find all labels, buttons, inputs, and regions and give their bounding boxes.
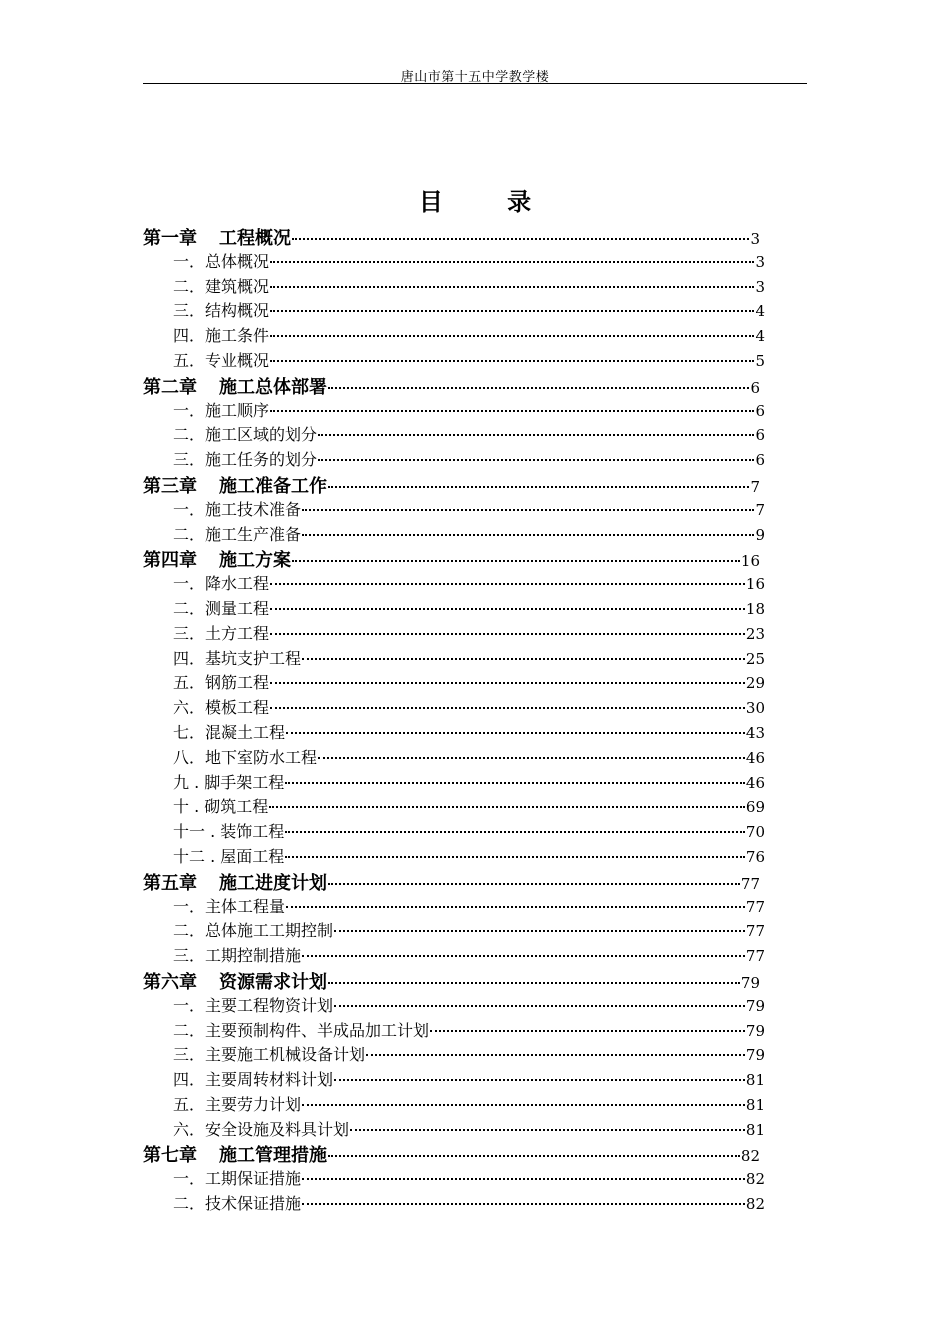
dot-leader [270, 706, 745, 709]
dot-leader [318, 458, 754, 461]
dot-leader [302, 533, 754, 536]
chapter-number: 第一章 [143, 228, 197, 249]
section-label: 九 . 脚手架工程 [173, 772, 285, 792]
page-number: 43 [745, 723, 765, 742]
page-number: 79 [745, 996, 765, 1015]
page-number: 3 [755, 277, 765, 296]
dot-leader [328, 981, 740, 984]
toc-section-entry[interactable] [143, 670, 769, 695]
page-number: 77 [745, 922, 765, 941]
chapter-title: 施工总体部署 [219, 376, 327, 398]
chapter-title: 施工管理措施 [219, 1145, 327, 1167]
dot-leader [270, 260, 754, 263]
page-number: 3 [750, 230, 760, 248]
page-number: 77 [745, 897, 765, 916]
section-label: 十二 . 屋面工程 [173, 846, 285, 866]
toc-section-entry[interactable] [143, 422, 769, 447]
chapter-label [143, 1141, 327, 1167]
dot-leader [269, 805, 745, 808]
section-label: 十 . 砌筑工程 [173, 797, 269, 817]
toc-section-entry[interactable] [143, 695, 769, 720]
chapter-label [143, 869, 327, 895]
chapter-number: 第二章 [143, 376, 197, 398]
toc-chapter-entry[interactable] [143, 869, 769, 894]
toc-section-entry[interactable] [143, 918, 769, 943]
dot-leader [270, 582, 745, 585]
dot-leader [270, 681, 745, 684]
toc-section-entry[interactable] [143, 571, 769, 596]
section-label: 三．工期控制措施 [173, 946, 302, 966]
page-number: 77 [745, 947, 765, 966]
page-number: 46 [745, 748, 765, 767]
section-label: 五．主要劳力计划 [173, 1094, 302, 1114]
page-number: 4 [755, 302, 765, 321]
dot-leader [328, 1154, 740, 1157]
dot-leader [270, 334, 754, 337]
toc-section-entry[interactable] [143, 249, 769, 274]
section-label: 一．降水工程 [173, 574, 270, 594]
chapter-number: 第三章 [143, 475, 197, 497]
section-label: 一．施工技术准备 [173, 499, 302, 519]
dot-leader [302, 508, 754, 511]
section-label: 一．主要工程物资计划 [173, 995, 334, 1015]
toc-section-entry[interactable] [143, 1092, 769, 1117]
dot-leader [285, 855, 745, 858]
dot-leader [334, 929, 745, 932]
dot-leader [286, 905, 745, 908]
page-number: 3 [755, 252, 765, 271]
toc-section-entry[interactable] [143, 720, 769, 745]
page-number: 79 [745, 1021, 765, 1040]
page-number: 25 [745, 649, 765, 668]
toc-section-entry[interactable] [143, 894, 769, 919]
page-number: 77 [740, 874, 760, 893]
page-number: 82 [745, 1170, 765, 1189]
toc-section-entry[interactable] [143, 993, 769, 1018]
toc-section-entry[interactable] [143, 447, 769, 472]
section-label: 三．主要施工机械设备计划 [173, 1045, 366, 1065]
table-of-contents [143, 224, 769, 1216]
toc-section-entry[interactable] [143, 398, 769, 423]
page-number: 82 [740, 1147, 760, 1166]
chapter-label [143, 968, 327, 994]
page-number: 16 [745, 575, 765, 594]
chapter-title: 工程概况 [219, 228, 291, 249]
page-number: 79 [745, 1046, 765, 1065]
page-number: 6 [750, 378, 760, 397]
chapter-title: 施工方案 [219, 550, 291, 572]
page-number: 79 [740, 973, 760, 992]
toc-section-entry[interactable] [143, 348, 769, 373]
dot-leader [334, 1004, 745, 1007]
section-label: 十一 . 装饰工程 [173, 822, 285, 842]
toc-chapter-entry[interactable] [143, 1141, 769, 1166]
dot-leader [318, 433, 754, 436]
dot-leader [285, 781, 745, 784]
section-label: 八．地下室防水工程 [173, 747, 318, 767]
dot-leader [270, 632, 745, 635]
chapter-title: 施工准备工作 [219, 475, 327, 497]
chapter-label [143, 472, 327, 498]
dot-leader [302, 1103, 745, 1106]
page-number: 6 [755, 426, 765, 445]
dot-leader [334, 1078, 745, 1081]
toc-section-entry[interactable] [143, 770, 769, 795]
chapter-number: 第七章 [143, 1145, 197, 1167]
section-label: 一．施工顺序 [173, 400, 270, 420]
dot-leader [302, 1202, 745, 1205]
page-number: 30 [745, 699, 765, 718]
section-label: 二．测量工程 [173, 598, 270, 618]
toc-chapter-entry[interactable] [143, 224, 769, 249]
dot-leader [270, 409, 754, 412]
toc-section-entry[interactable] [143, 274, 769, 299]
chapter-label [143, 224, 291, 250]
dot-leader [302, 954, 745, 957]
section-label: 三．施工任务的划分 [173, 450, 318, 470]
dot-leader [328, 485, 749, 488]
section-label: 一．总体概况 [173, 251, 270, 271]
section-label: 六．模板工程 [173, 698, 270, 718]
page-number: 82 [745, 1195, 765, 1214]
toc-section-entry[interactable] [143, 1117, 769, 1142]
section-label: 四．施工条件 [173, 326, 270, 346]
toc-section-entry[interactable] [143, 745, 769, 770]
dot-leader [350, 1128, 745, 1131]
toc-section-entry[interactable] [143, 1042, 769, 1067]
toc-section-entry[interactable] [143, 1191, 769, 1216]
toc-section-entry[interactable] [143, 794, 769, 819]
dot-leader [328, 882, 740, 885]
toc-chapter-entry[interactable] [143, 373, 769, 398]
page-number: 16 [740, 552, 760, 571]
page-number: 9 [755, 525, 765, 544]
dot-leader [302, 1177, 745, 1180]
chapter-label [143, 546, 291, 572]
page-number: 18 [745, 599, 765, 618]
dot-leader [292, 237, 749, 240]
page-number: 6 [755, 451, 765, 470]
page-number: 46 [745, 773, 765, 792]
toc-section-entry[interactable] [143, 943, 769, 968]
dot-leader [270, 359, 754, 362]
page-number: 7 [750, 477, 760, 496]
toc-section-entry[interactable] [143, 844, 769, 869]
page-number: 69 [745, 798, 765, 817]
toc-section-entry[interactable] [143, 819, 769, 844]
section-label: 五．钢筋工程 [173, 673, 270, 693]
page-number: 81 [745, 1095, 765, 1114]
toc-section-entry[interactable] [143, 298, 769, 323]
toc-section-entry[interactable] [143, 596, 769, 621]
dot-leader [366, 1053, 745, 1056]
section-label: 七．混凝土工程 [173, 722, 286, 742]
section-label: 二．建筑概况 [173, 276, 270, 296]
section-label: 一．工期保证措施 [173, 1169, 302, 1189]
chapter-title: 施工进度计划 [219, 872, 327, 894]
section-label: 五．专业概况 [173, 350, 270, 370]
page-number: 29 [745, 674, 765, 693]
dot-leader [270, 285, 754, 288]
toc-section-entry[interactable] [143, 1067, 769, 1092]
section-label: 三．结构概况 [173, 301, 270, 321]
toc-chapter-entry[interactable] [143, 968, 769, 993]
section-label: 二．施工生产准备 [173, 524, 302, 544]
dot-leader [292, 559, 740, 562]
toc-section-entry[interactable] [143, 646, 769, 671]
page-number: 5 [755, 351, 765, 370]
running-header-title: 唐山市第十五中学教学楼 [400, 70, 550, 85]
dot-leader [270, 309, 754, 312]
section-label: 三．土方工程 [173, 623, 270, 643]
dot-leader [286, 731, 745, 734]
page-number: 6 [755, 401, 765, 420]
toc-section-entry[interactable] [143, 1166, 769, 1191]
page-number: 7 [755, 500, 765, 519]
section-label: 二．施工区域的划分 [173, 425, 318, 445]
section-label: 一．主体工程量 [173, 896, 286, 916]
section-label: 四．主要周转材料计划 [173, 1070, 334, 1090]
section-label: 二．技术保证措施 [173, 1194, 302, 1214]
toc-section-entry[interactable] [143, 497, 769, 522]
toc-section-entry[interactable] [143, 621, 769, 646]
dot-leader [302, 657, 745, 660]
page-number: 76 [745, 847, 765, 866]
section-label: 二．总体施工工期控制 [173, 921, 334, 941]
toc-section-entry[interactable] [143, 323, 769, 348]
dot-leader [430, 1029, 745, 1032]
chapter-label [143, 373, 327, 399]
section-label: 四．基坑支护工程 [173, 648, 302, 668]
toc-chapter-entry[interactable] [143, 472, 769, 497]
page-number: 4 [755, 327, 765, 346]
toc-section-entry[interactable] [143, 522, 769, 547]
dot-leader [285, 830, 745, 833]
page-number: 81 [745, 1071, 765, 1090]
dot-leader [270, 607, 745, 610]
header-divider [143, 83, 807, 84]
toc-chapter-entry[interactable] [143, 546, 769, 571]
section-label: 二．主要预制构件、半成品加工计划 [173, 1020, 430, 1040]
chapter-number: 第六章 [143, 971, 197, 993]
chapter-title: 资源需求计划 [219, 971, 327, 993]
chapter-number: 第五章 [143, 872, 197, 894]
toc-section-entry[interactable] [143, 1018, 769, 1043]
section-label: 六．安全设施及料具计划 [173, 1119, 350, 1139]
dot-leader [328, 386, 749, 389]
chapter-number: 第四章 [143, 550, 197, 572]
toc-title: 目 录 [418, 188, 560, 216]
page-number: 23 [745, 624, 765, 643]
page-number: 81 [745, 1120, 765, 1139]
page-number: 70 [745, 823, 765, 842]
dot-leader [318, 756, 745, 759]
